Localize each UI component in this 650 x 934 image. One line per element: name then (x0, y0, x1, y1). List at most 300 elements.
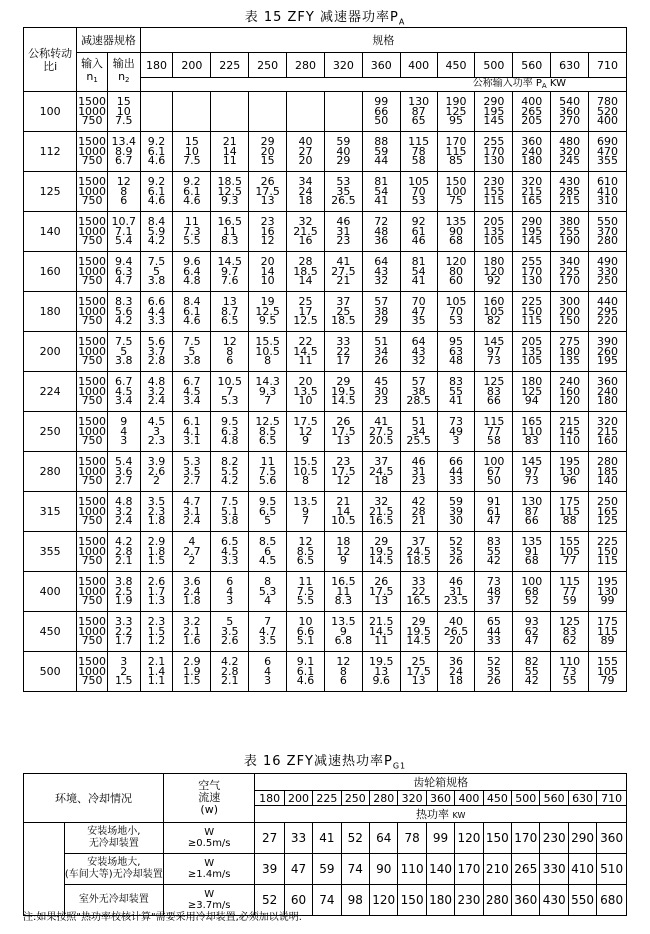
ratio-cell: 450 (24, 612, 77, 652)
power-cell: 3.9 2.6 2 (140, 452, 173, 492)
power-cell: 29 19.5 14.5 (362, 532, 400, 572)
power-unit-header: 公称输入功率 $P_A$ KW (140, 78, 626, 92)
power-cell: 64 43 32 (362, 252, 400, 292)
output-speed-cell: 5.4 3.6 2.7 (107, 452, 140, 492)
spec-header: 规格 (140, 28, 626, 53)
power-cell: 83 55 41 (437, 372, 475, 412)
power-cell: 205 135 105 (475, 212, 513, 252)
size-header: 450 (483, 791, 511, 806)
size-header: 180 (140, 53, 173, 78)
size-header: 630 (568, 791, 596, 806)
power-cell: 7.5 5 3.8 (140, 252, 173, 292)
power-cell: 8.4 5.9 4.2 (140, 212, 173, 252)
power-cell: 8.4 6.1 4.6 (173, 292, 211, 332)
power-cell: 37 24.5 18.5 (400, 532, 437, 572)
power-cell: 6.6 4.4 3.3 (140, 292, 173, 332)
power-cell: 195 130 99 (589, 572, 627, 612)
ratio-cell: 355 (24, 532, 77, 572)
heat-power-cell: 140 (426, 854, 454, 885)
power-cell: 225 150 115 (513, 292, 551, 332)
size-header: 180 (255, 791, 284, 806)
ratio-cell: 140 (24, 212, 77, 252)
power-cell: 3.6 2.4 1.8 (173, 572, 211, 612)
power-cell: 320 215 160 (589, 412, 627, 452)
heat-power-cell: 290 (568, 823, 596, 854)
input-speed-cell: 1500 1000 750 (77, 652, 108, 692)
power-cell: 32 21.5 16.5 (362, 492, 400, 532)
power-cell: 490 330 250 (589, 252, 627, 292)
power-cell: 29 20 15 (249, 132, 287, 172)
power-cell: 26 17.5 13 (324, 412, 362, 452)
size-header: 225 (313, 791, 341, 806)
power-cell: 2.9 1.8 1.5 (140, 532, 173, 572)
power-cell: 99 66 50 (362, 92, 400, 132)
size-header: 320 (398, 791, 426, 806)
table-row (24, 823, 627, 854)
power-cell: 105 70 53 (437, 292, 475, 332)
power-cell: 250 165 125 (589, 492, 627, 532)
power-cell: 9.5 6.3 4.8 (211, 412, 249, 452)
power-cell: 11 7.3 5.5 (173, 212, 211, 252)
power-cell: 33 22 16.5 (400, 572, 437, 612)
power-cell: 8.2 5.5 4.2 (211, 452, 249, 492)
size-header: 450 (437, 53, 475, 78)
reducer-power-table (23, 27, 627, 692)
power-cell: 72 48 36 (362, 212, 400, 252)
heat-power-header: 热功率 KW (255, 806, 627, 823)
power-cell: 400 265 205 (513, 92, 551, 132)
ratio-header: 公称转动比i (24, 28, 77, 92)
size-header: 360 (362, 53, 400, 78)
power-cell: 11 7.5 5.6 (249, 452, 287, 492)
output-speed-cell: 9.4 6.3 4.7 (107, 252, 140, 292)
power-cell: 13.5 9 7 (287, 492, 325, 532)
heat-power-cell: 78 (398, 823, 426, 854)
power-cell: 12.5 8.5 6.5 (249, 412, 287, 452)
power-cell: 95 63 48 (437, 332, 475, 372)
power-cell: 360 240 180 (513, 132, 551, 172)
power-cell: 93 62 47 (513, 612, 551, 652)
table-row (24, 612, 627, 652)
power-cell: 51 34 26 (362, 332, 400, 372)
table-row (24, 252, 627, 292)
output-speed-cell: 3 2 1.5 (107, 652, 140, 692)
power-cell: 125 83 62 (551, 612, 589, 652)
power-cell: 215 145 110 (551, 412, 589, 452)
power-cell: 18.5 12.5 9.3 (211, 172, 249, 212)
heat-power-cell: 230 (455, 885, 483, 916)
power-cell: 275 180 135 (551, 332, 589, 372)
power-cell: 125 83 66 (475, 372, 513, 412)
input-speed-cell: 1500 1000 750 (77, 452, 108, 492)
heat-power-cell: 180 (426, 885, 454, 916)
power-cell: 91 61 47 (475, 492, 513, 532)
power-cell: 7 4.7 3.5 (249, 612, 287, 652)
power-cell: 2.9 1.9 1.5 (173, 652, 211, 692)
power-cell: 170 115 85 (437, 132, 475, 172)
power-cell: 45 30 23 (362, 372, 400, 412)
output-speed-cell: 8.3 5.6 4.2 (107, 292, 140, 332)
output-speed-cell: 3.3 2.2 1.7 (107, 612, 140, 652)
power-cell: 440 295 220 (589, 292, 627, 332)
power-cell: 19 12.5 9.5 (249, 292, 287, 332)
power-cell (324, 92, 362, 132)
ratio-cell: 400 (24, 572, 77, 612)
power-cell: 10 6.6 5.1 (287, 612, 325, 652)
power-cell: 115 77 59 (551, 572, 589, 612)
power-cell: 40 27 20 (287, 132, 325, 172)
input-speed-cell: 1500 1000 750 (77, 532, 108, 572)
heat-power-cell: 60 (284, 885, 312, 916)
power-cell: 33 22 17 (324, 332, 362, 372)
power-cell: 25 17 12.5 (287, 292, 325, 332)
power-cell: 360 240 180 (589, 372, 627, 412)
power-cell: 6 4 3 (249, 652, 287, 692)
power-cell: 7.5 5.1 3.8 (211, 492, 249, 532)
size-header: 280 (287, 53, 325, 78)
ratio-cell: 180 (24, 292, 77, 332)
power-cell: 40 26.5 20 (437, 612, 475, 652)
table-row (24, 172, 627, 212)
power-cell: 18 12 9 (324, 532, 362, 572)
table-row (24, 532, 627, 572)
power-cell: 130 87 66 (513, 492, 551, 532)
power-cell: 9.2 6.1 4.6 (140, 172, 173, 212)
input-speed-cell: 1500 1000 750 (77, 492, 108, 532)
power-cell: 2.6 1.7 1.3 (140, 572, 173, 612)
power-cell: 180 125 94 (513, 372, 551, 412)
power-cell: 52 35 26 (437, 532, 475, 572)
power-cell: 2.1 1.4 1.1 (140, 652, 173, 692)
power-cell: 82 55 42 (513, 652, 551, 692)
size-header: 400 (455, 791, 483, 806)
power-cell: 610 410 310 (589, 172, 627, 212)
heat-power-cell: 280 (483, 885, 511, 916)
power-cell: 380 255 190 (551, 212, 589, 252)
size-header: 320 (324, 53, 362, 78)
size-header: 710 (589, 53, 627, 78)
power-cell: 155 105 79 (589, 652, 627, 692)
heat-power-cell: 74 (341, 854, 369, 885)
power-cell: 41 27.5 20.5 (362, 412, 400, 452)
power-cell: 320 215 165 (513, 172, 551, 212)
power-cell: 130 87 65 (400, 92, 437, 132)
power-cell: 9.1 6.1 4.6 (287, 652, 325, 692)
power-cell: 290 195 145 (475, 92, 513, 132)
input-speed-header: 输入 $n_1$ (77, 53, 108, 92)
power-cell: 15 10 7.5 (173, 132, 211, 172)
input-speed-cell: 1500 1000 750 (77, 612, 108, 652)
power-cell: 105 70 53 (400, 172, 437, 212)
table15-title: 表 15 ZFY 减速器功率$P_A$ (244, 10, 406, 27)
power-cell: 16.5 11 8.3 (324, 572, 362, 612)
output-speed-header: 输出$n_2$ (107, 53, 140, 92)
power-cell: 115 78 58 (400, 132, 437, 172)
power-cell: 81 54 41 (400, 252, 437, 292)
heat-power-cell: 120 (370, 885, 398, 916)
heat-power-cell: 98 (341, 885, 369, 916)
table-row (24, 372, 627, 412)
size-header: 225 (211, 53, 249, 78)
power-cell: 6 4 3 (211, 572, 249, 612)
heat-power-cell: 41 (313, 823, 341, 854)
output-speed-cell: 12 8 6 (107, 172, 140, 212)
heat-power-cell: 52 (255, 885, 284, 916)
heat-power-cell: 120 (455, 823, 483, 854)
power-cell: 5.3 3.5 2.7 (173, 452, 211, 492)
heat-power-cell: 74 (313, 885, 341, 916)
input-speed-cell: 1500 1000 750 (77, 252, 108, 292)
power-cell: 37 25 18.5 (324, 292, 362, 332)
heat-power-cell: 52 (341, 823, 369, 854)
power-cell (287, 92, 325, 132)
power-cell: 230 155 115 (475, 172, 513, 212)
heat-power-cell: 99 (426, 823, 454, 854)
size-header: 500 (475, 53, 513, 78)
power-cell: 175 115 88 (551, 492, 589, 532)
power-cell: 145 97 73 (475, 332, 513, 372)
power-cell: 8 5.3 4 (249, 572, 287, 612)
power-cell: 46 31 23 (400, 452, 437, 492)
table-row (24, 452, 627, 492)
size-header: 400 (400, 53, 437, 78)
power-cell: 240 160 120 (551, 372, 589, 412)
heat-power-cell: 27 (255, 823, 284, 854)
output-speed-cell: 6.7 4.5 3.4 (107, 372, 140, 412)
heat-power-cell: 39 (255, 854, 284, 885)
input-speed-cell: 1500 1000 750 (77, 172, 108, 212)
size-header: 200 (284, 791, 312, 806)
table-row (24, 572, 627, 612)
power-cell: 41 27.5 21 (324, 252, 362, 292)
power-cell: 14.3 9.3 7 (249, 372, 287, 412)
power-cell: 25 17.5 13 (400, 652, 437, 692)
power-cell: 115 77 58 (475, 412, 513, 452)
power-cell: 51 34 25.5 (400, 412, 437, 452)
table-row (24, 854, 627, 885)
power-cell: 480 320 245 (551, 132, 589, 172)
power-cell: 3.5 2.3 1.8 (140, 492, 173, 532)
input-speed-cell: 1500 1000 750 (77, 212, 108, 252)
power-cell: 57 38 28.5 (400, 372, 437, 412)
footnote: 注:如果按照"热功率校核计算"需要采用冷却装置,必须加以说明. (23, 912, 302, 923)
input-speed-cell: 1500 1000 750 (77, 572, 108, 612)
power-cell: 390 260 195 (589, 332, 627, 372)
condition-cell: 室外无冷却装置 (64, 885, 163, 916)
power-cell: 83 55 42 (475, 532, 513, 572)
power-cell: 73 48 37 (475, 572, 513, 612)
power-cell: 9.5 6.5 5 (249, 492, 287, 532)
power-cell: 21 14 10.5 (324, 492, 362, 532)
power-cell: 690 470 355 (589, 132, 627, 172)
ratio-cell: 280 (24, 452, 77, 492)
input-speed-cell: 1500 1000 750 (77, 92, 108, 132)
air-speed-cell: W ≥0.5m/s (164, 823, 255, 854)
power-cell: 4.7 3.1 2.4 (173, 492, 211, 532)
size-header: 360 (426, 791, 454, 806)
heat-power-cell: 150 (398, 885, 426, 916)
power-cell: 6.7 4.5 3.4 (173, 372, 211, 412)
size-header: 250 (249, 53, 287, 78)
heat-power-cell: 550 (568, 885, 596, 916)
power-cell: 34 24 18 (287, 172, 325, 212)
power-cell: 340 225 170 (551, 252, 589, 292)
ratio-cell: 500 (24, 652, 77, 692)
thermal-power-table (23, 773, 627, 916)
power-cell: 8.5 6 4.5 (249, 532, 287, 572)
ratio-cell: 315 (24, 492, 77, 532)
power-cell: 190 125 95 (437, 92, 475, 132)
power-cell: 66 44 33 (437, 452, 475, 492)
power-cell: 5.6 3.7 2.8 (140, 332, 173, 372)
blank-cell (24, 823, 65, 916)
power-cell: 225 150 115 (589, 532, 627, 572)
output-speed-cell: 3.8 2.5 1.9 (107, 572, 140, 612)
table16-title: 表 16 ZFY减速热功率$P_{G1}$ (243, 754, 407, 771)
power-cell: 6.5 4.5 3.3 (211, 532, 249, 572)
power-cell: 2.3 1.5 1.2 (140, 612, 173, 652)
heat-power-cell: 230 (540, 823, 568, 854)
power-cell: 14.5 9.7 7.6 (211, 252, 249, 292)
power-cell: 53 35 26.5 (324, 172, 362, 212)
power-cell: 19.5 13 9.6 (362, 652, 400, 692)
gearbox-size-header: 齿轮箱规格 (255, 774, 627, 791)
table-row (24, 92, 627, 132)
power-cell: 135 91 68 (513, 532, 551, 572)
size-header: 280 (370, 791, 398, 806)
air-speed-cell: W ≥1.4m/s (164, 854, 255, 885)
power-cell: 29 19.5 14.5 (400, 612, 437, 652)
heat-power-cell: 110 (398, 854, 426, 885)
power-cell: 4 2.7 2 (173, 532, 211, 572)
heat-power-cell: 59 (313, 854, 341, 885)
power-cell: 540 360 270 (551, 92, 589, 132)
power-cell: 145 97 73 (513, 452, 551, 492)
power-cell: 110 73 55 (551, 652, 589, 692)
ratio-cell: 250 (24, 412, 77, 452)
output-speed-cell: 4.8 3.2 2.4 (107, 492, 140, 532)
power-cell (140, 92, 173, 132)
heat-power-cell: 210 (483, 854, 511, 885)
heat-power-cell: 410 (568, 854, 596, 885)
table-row (24, 652, 627, 692)
power-cell: 550 370 280 (589, 212, 627, 252)
input-speed-cell: 1500 1000 750 (77, 332, 108, 372)
power-cell: 16.5 11 8.3 (211, 212, 249, 252)
heat-power-cell: 430 (540, 885, 568, 916)
power-cell: 9.2 6.1 4.6 (173, 172, 211, 212)
power-cell: 46 31 23.5 (437, 572, 475, 612)
power-cell: 255 170 130 (475, 132, 513, 172)
ratio-cell: 160 (24, 252, 77, 292)
heat-power-cell: 47 (284, 854, 312, 885)
power-cell: 255 170 130 (513, 252, 551, 292)
power-cell: 4.2 2.8 2.1 (211, 652, 249, 692)
power-cell: 26 17.5 13 (362, 572, 400, 612)
heat-power-cell: 680 (597, 885, 627, 916)
power-cell: 65 44 33 (475, 612, 513, 652)
input-speed-cell: 1500 1000 750 (77, 412, 108, 452)
table-row (24, 492, 627, 532)
heat-power-cell: 150 (483, 823, 511, 854)
table-row (24, 332, 627, 372)
power-cell: 22 14.5 11 (287, 332, 325, 372)
power-cell: 21.5 14.5 11 (362, 612, 400, 652)
input-speed-cell: 1500 1000 750 (77, 292, 108, 332)
power-cell: 12 8 6 (211, 332, 249, 372)
size-header: 560 (513, 53, 551, 78)
power-cell: 6.1 4.1 3.1 (173, 412, 211, 452)
size-header: 200 (173, 53, 211, 78)
power-cell: 7.5 5 3.8 (173, 332, 211, 372)
air-speed-header: 空气 流速 (w) (164, 774, 255, 823)
power-cell: 780 520 400 (589, 92, 627, 132)
power-cell: 3.2 2.1 1.6 (173, 612, 211, 652)
input-speed-cell: 1500 1000 750 (77, 132, 108, 172)
power-cell: 150 100 75 (437, 172, 475, 212)
output-speed-cell: 7.5 5 3.8 (107, 332, 140, 372)
power-cell (211, 92, 249, 132)
power-cell (249, 92, 287, 132)
power-cell: 57 38 29 (362, 292, 400, 332)
environment-header: 环境、冷却情况 (24, 774, 164, 823)
condition-cell: 安装场地小, 无冷却装置 (64, 823, 163, 854)
power-cell (173, 92, 211, 132)
power-cell: 180 120 92 (475, 252, 513, 292)
heat-power-cell: 64 (370, 823, 398, 854)
heat-power-cell: 510 (597, 854, 627, 885)
power-cell: 92 61 46 (400, 212, 437, 252)
ratio-cell: 200 (24, 332, 77, 372)
ratio-cell: 224 (24, 372, 77, 412)
output-speed-cell: 13.4 8.9 6.7 (107, 132, 140, 172)
size-header: 710 (597, 791, 627, 806)
power-cell: 155 105 77 (551, 532, 589, 572)
power-cell: 135 90 68 (437, 212, 475, 252)
power-cell: 430 285 215 (551, 172, 589, 212)
power-cell: 70 47 35 (400, 292, 437, 332)
table-row (24, 132, 627, 172)
power-cell: 12 8 6 (324, 652, 362, 692)
power-cell: 300 200 150 (551, 292, 589, 332)
power-cell: 13.5 9 6.8 (324, 612, 362, 652)
ratio-cell: 125 (24, 172, 77, 212)
power-cell: 15.5 10.5 8 (249, 332, 287, 372)
power-cell: 12 8.5 6.5 (287, 532, 325, 572)
power-cell: 29 19.5 14.5 (324, 372, 362, 412)
power-cell: 205 135 105 (513, 332, 551, 372)
reducer-spec-header: 减速器规格 (77, 28, 140, 53)
power-cell: 290 195 145 (513, 212, 551, 252)
size-header: 250 (341, 791, 369, 806)
heat-power-cell: 33 (284, 823, 312, 854)
power-cell: 28 18.5 14 (287, 252, 325, 292)
table-row (24, 412, 627, 452)
power-cell: 23 16 12 (249, 212, 287, 252)
power-cell: 165 110 83 (513, 412, 551, 452)
power-cell: 59 40 29 (324, 132, 362, 172)
ratio-cell: 100 (24, 92, 77, 132)
power-cell: 4.8 3.2 2.4 (140, 372, 173, 412)
power-cell: 73 49 3 (437, 412, 475, 452)
table-row (24, 292, 627, 332)
power-cell: 9.6 6.4 4.8 (173, 252, 211, 292)
power-cell: 11 7.5 5.5 (287, 572, 325, 612)
output-speed-cell: 15 10 7.5 (107, 92, 140, 132)
table-row (24, 212, 627, 252)
power-cell: 13 8.7 6.5 (211, 292, 249, 332)
power-cell: 17.5 12 9 (287, 412, 325, 452)
